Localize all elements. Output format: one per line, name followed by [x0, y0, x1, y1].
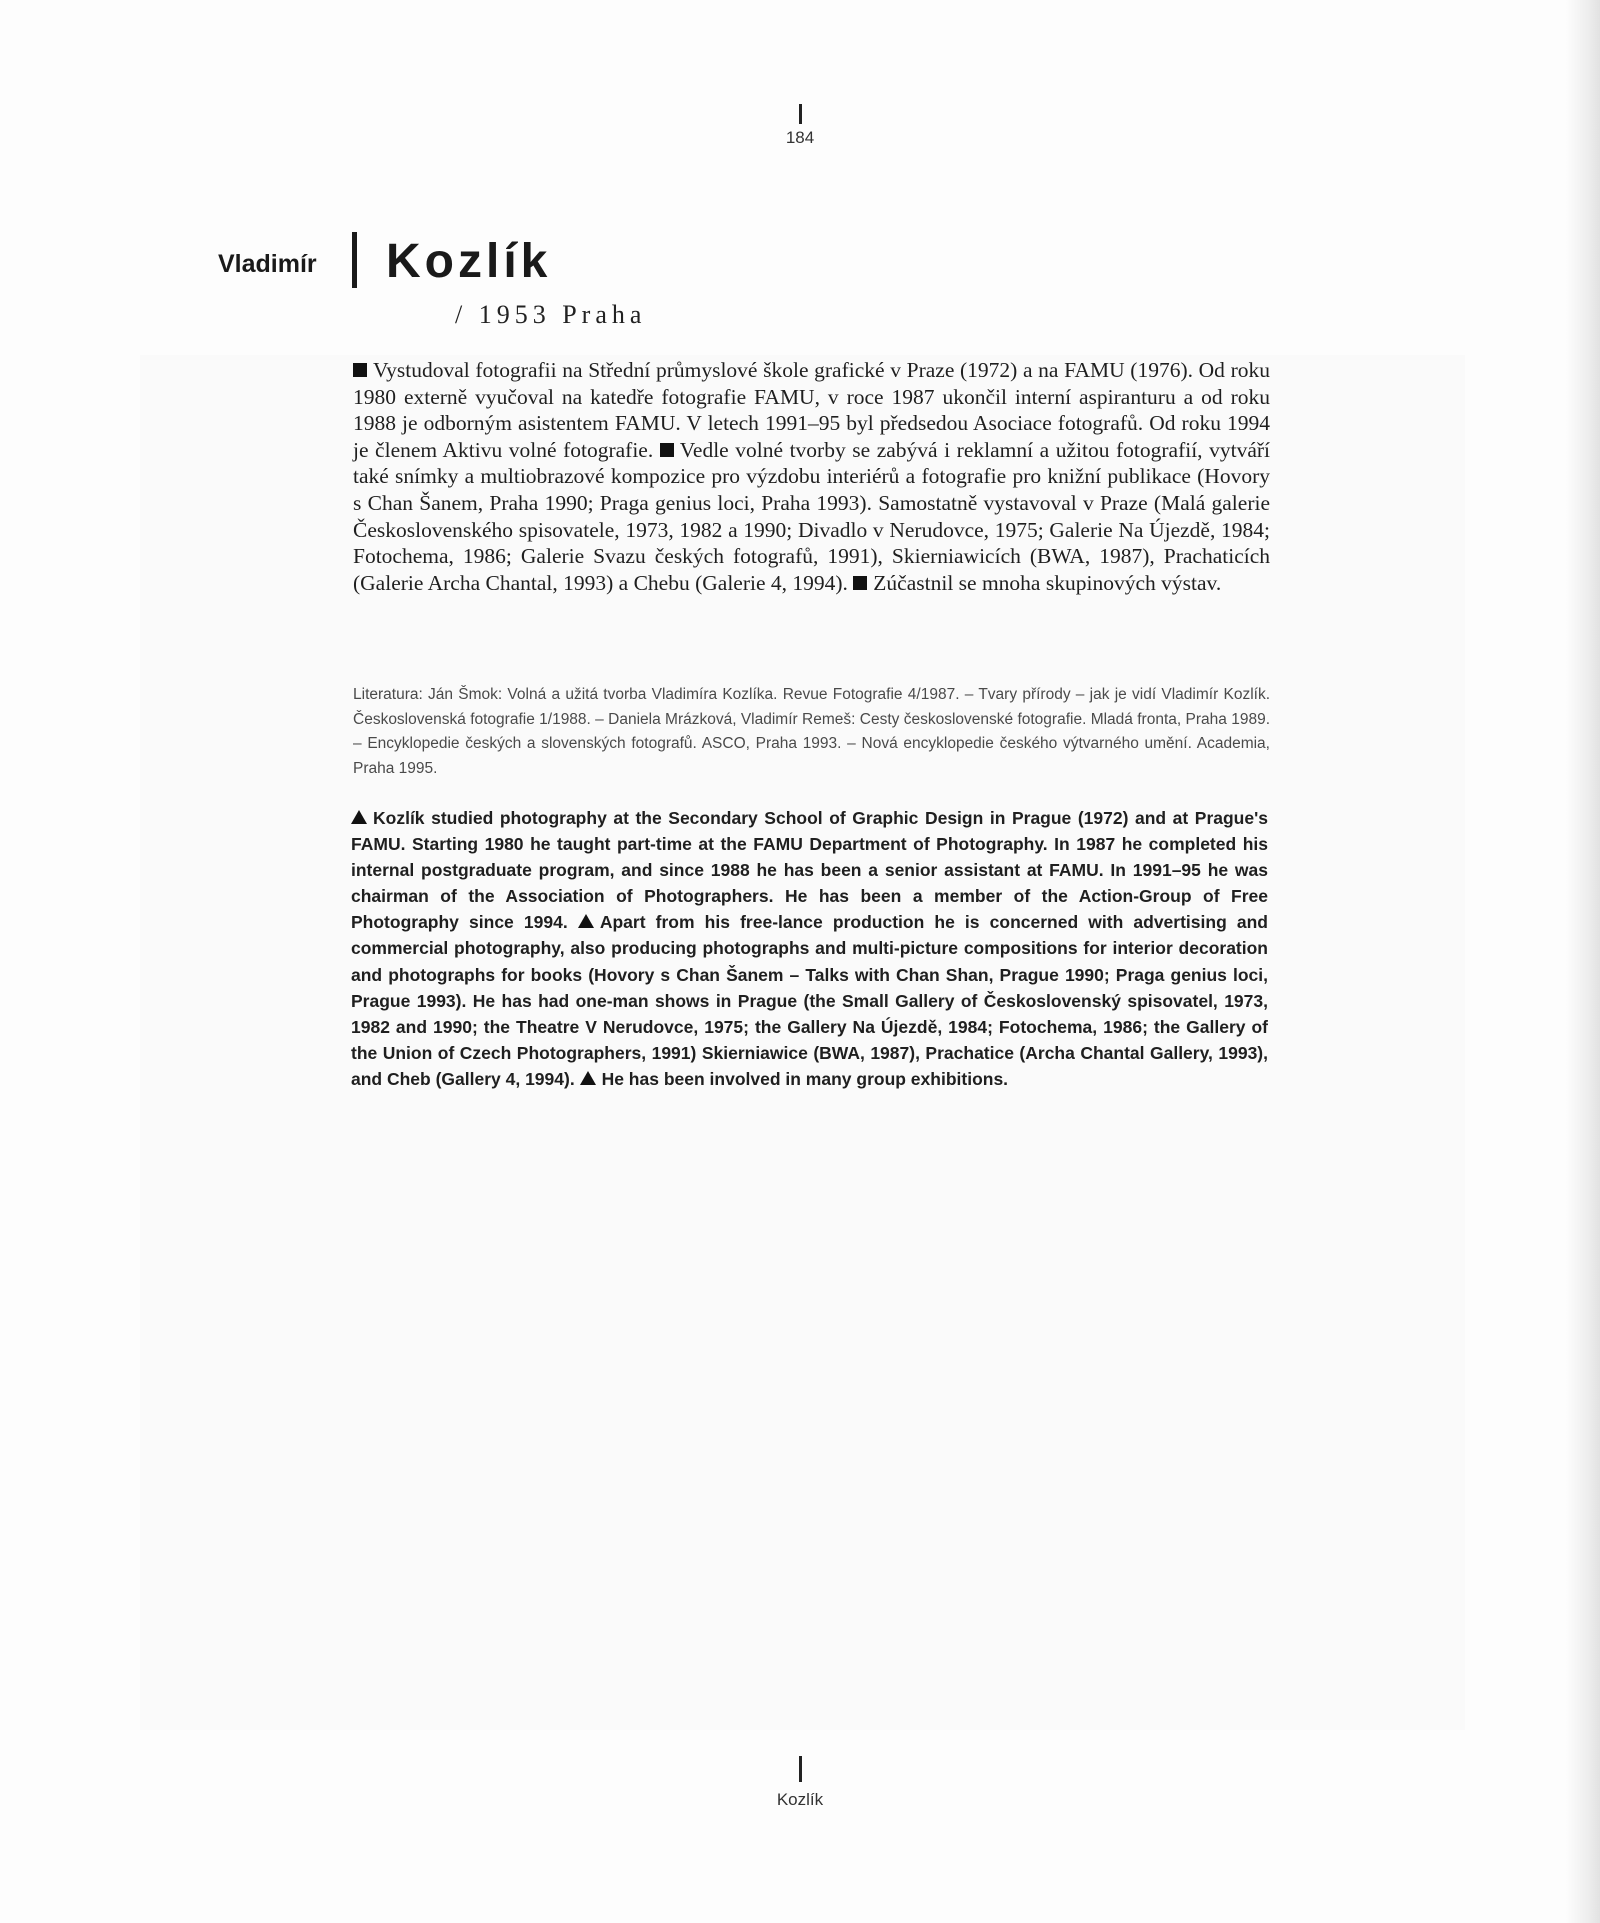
czech-bio-paragraph-2: Vedle volné tvorby se zabývá i reklamní a užitou fotografií, vytváří také snímky a multiobrazové kompozice pro výzdobu interiérů a fotografie pro knižní publikace (Hovory s Chan Šanem, Praha 1990; Praga genius loci, Praha 1993). Samostatně vystavoval v Praze (Malá galerie Československého spisovatele, 1973, 1982 a 1990; Divadlo v Nerudovce, 1975; Galerie Na Újezdě, 1984; Fotochema, 1986; Galerie Svazu českých fotografů, 1991), Skierniawicích (BWA, 1987), Prachaticích (Galerie Archa Chantal, 1993) a Chebu (Galerie 4, 1994).	[353, 437, 1271, 595]
czech-bio-paragraph-3: Zúčastnil se mnoha skupinových výstav.	[873, 570, 1222, 595]
artist-last-name: Kozlík	[386, 235, 552, 288]
artist-first-name: Vladimír	[218, 250, 317, 278]
english-bio-paragraph-1: Kozlík studied photography at the Secondary School of Graphic Design in Prague (1972) and at Prague's FAMU. Starting 1980 he taught part-time at the FAMU Department of Photography. In 1987 he completed his internal postgraduate program, and since 1988 he has been a senior assistant at FAMU. In 1991–95 he was chairman of the Association of Photographers. He has been a member of the Action-Group of Free Photography since 1994.	[351, 808, 1268, 933]
english-bio-paragraph-3: He has been involved in many group exhibitions.	[601, 1068, 1009, 1089]
name-divider-rule	[352, 232, 357, 288]
czech-biography	[353, 357, 1270, 596]
english-bio-paragraph-2: Apart from his free-lance production he is concerned with advertising and commercial photography, also producing photographs and multi-picture compositions for interior decoration and photographs for books (Hovory s Chan Šanem – Talks with Chan Shan, Prague 1990; Praga genius loci, Prague 1993). He has had one-man shows in Prague (the Small Gallery of Československý spisovatel, 1973, 1982 and 1990; the Theatre V Nerudovce, 1975; the Gallery Na Újezdě, 1984; Fotochema, 1986; the Gallery of the Union of Czech Photographers, 1991) Skierniawice (BWA, 1987), Prachatice (Archa Chantal Gallery, 1993), and Cheb (Gallery 4, 1994).	[351, 912, 1268, 1089]
artist-birth-info: / 1953 Praha	[455, 300, 647, 329]
footer-marker	[700, 1756, 900, 1810]
triangle-bullet-icon	[351, 810, 367, 824]
square-bullet-icon	[853, 576, 867, 590]
triangle-bullet-icon	[578, 914, 594, 928]
page-number: 184	[785, 128, 815, 147]
page-edge-shadow	[1566, 0, 1600, 1923]
square-bullet-icon	[353, 363, 367, 377]
czech-bio-paragraph-1: Vystudoval fotografii na Střední průmyslové škole grafické v Praze (1972) a na FAMU (1976). Od roku 1980 externě vyučoval na katedře fotografie FAMU, v roce 1987 ukončil interní aspiranturu a od roku 1988 je odborným asistentem FAMU. V letech 1991–95 byl předsedou Asociace fotografů. Od roku 1994 je členem Aktivu volné fotografie.	[353, 358, 1270, 462]
english-biography	[351, 805, 1268, 1092]
footer-rule	[799, 1756, 802, 1782]
footer-label: Kozlík	[776, 1790, 824, 1809]
triangle-bullet-icon	[580, 1071, 596, 1085]
literature-references: Literatura: Ján Šmok: Volná a užitá tvorba Vladimíra Kozlíka. Revue Fotografie 4/1987. – Tvary přírody – jak je vidí Vladimír Kozlík. Československá fotografie 1/1988. – Daniela Mrázková, Vladimír Remeš: Cesty československé fotografie. Mladá fronta, Praha 1989. – Encyklopedie českých a slovenských fotografů. ASCO, Praha 1993. – Nová encyklopedie českého výtvarného umění. Academia, Praha 1995.	[353, 686, 1270, 777]
square-bullet-icon	[660, 443, 674, 457]
page-number-marker	[755, 104, 845, 148]
page-number-rule	[799, 104, 802, 124]
